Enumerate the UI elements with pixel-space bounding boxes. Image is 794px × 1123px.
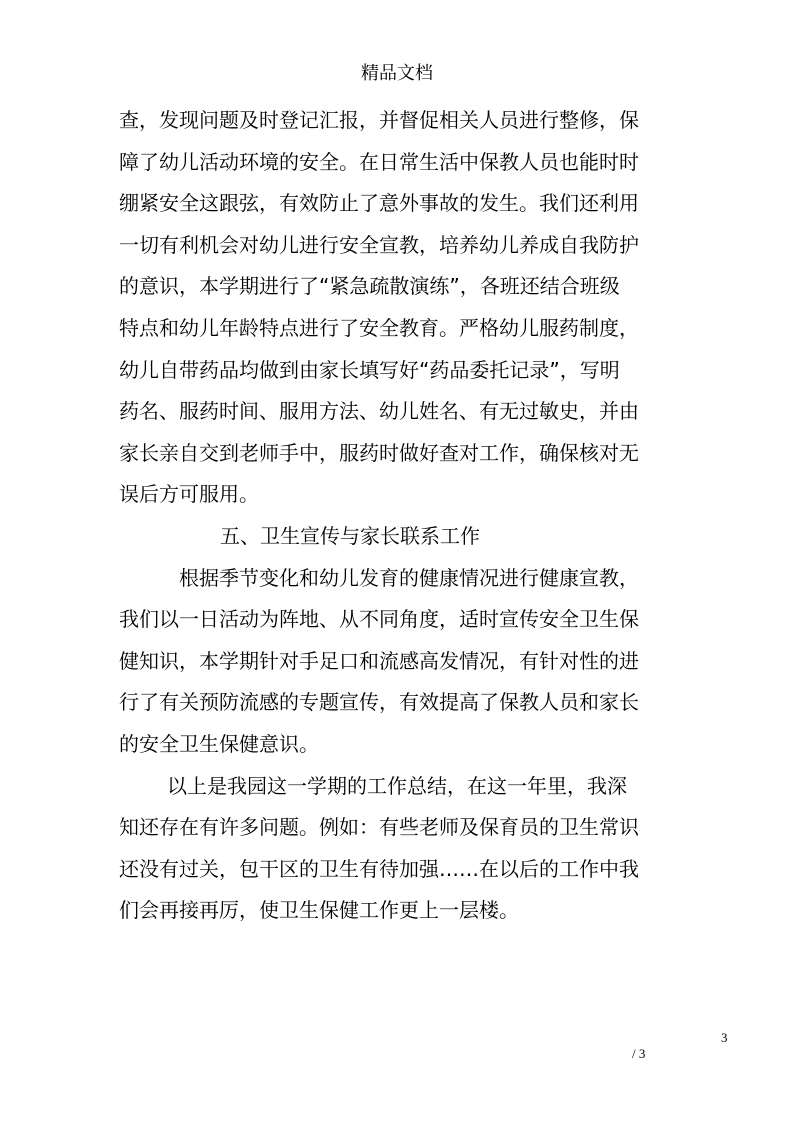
page-number: 3 xyxy=(721,1030,728,1045)
text-line: 还没有过关，包干区的卫生有待加强……在以后的工作中我 xyxy=(119,856,639,881)
text-line: 药名、服药时间、服用方法、幼儿姓名、有无过敏史，并由 xyxy=(119,399,639,424)
text-line: 健知识，本学期针对手足口和流感高发情况，有针对性的进 xyxy=(119,648,639,673)
text-line: 误后方可服用。 xyxy=(119,482,259,507)
text-line: 绷紧安全这跟弦，有效防止了意外事故的发生。我们还利用 xyxy=(119,191,639,216)
document-header: 精品文档 xyxy=(361,63,433,84)
text-line: 查，发现问题及时登记汇报，并督促相关人员进行整修，保 xyxy=(119,108,639,132)
text-line: 的安全卫生保健意识。 xyxy=(119,731,319,756)
text-line: 幼儿自带药品均做到由家长填写好“药品委托记录”，写明 xyxy=(119,357,620,382)
text-line: 家长亲自交到老师手中，服药时做好查对工作，确保核对无 xyxy=(119,440,639,465)
text-line: 们会再接再厉，使卫生保健工作更上一层楼。 xyxy=(119,898,519,923)
text-line: 的意识，本学期进行了“紧急疏散演练”，各班还结合班级 xyxy=(119,274,620,299)
text-line: 根据季节变化和幼儿发育的健康情况进行健康宣教， xyxy=(179,565,639,590)
text-line: 知还存在有许多问题。例如：有些老师及保育员的卫生常识 xyxy=(119,815,639,840)
text-line: 行了有关预防流感的专题宣传，有效提高了保教人员和家长 xyxy=(119,690,639,715)
text-line: 特点和幼儿年龄特点进行了安全教育。严格幼儿服药制度， xyxy=(119,315,639,340)
page-total: / 3 xyxy=(632,1046,646,1061)
text-line: 我们以一日活动为阵地、从不同角度，适时宣传安全卫生保 xyxy=(119,607,639,632)
text-line: 一切有利机会对幼儿进行安全宣教，培养幼儿养成自我防护 xyxy=(119,232,639,257)
document-body xyxy=(119,100,679,932)
section-heading: 五、卫生宣传与家长联系工作 xyxy=(220,523,480,548)
text-line: 障了幼儿活动环境的安全。在日常生活中保教人员也能时时 xyxy=(119,149,639,174)
text-line: 以上是我园这一学期的工作总结，在这一年里，我深 xyxy=(167,773,627,798)
